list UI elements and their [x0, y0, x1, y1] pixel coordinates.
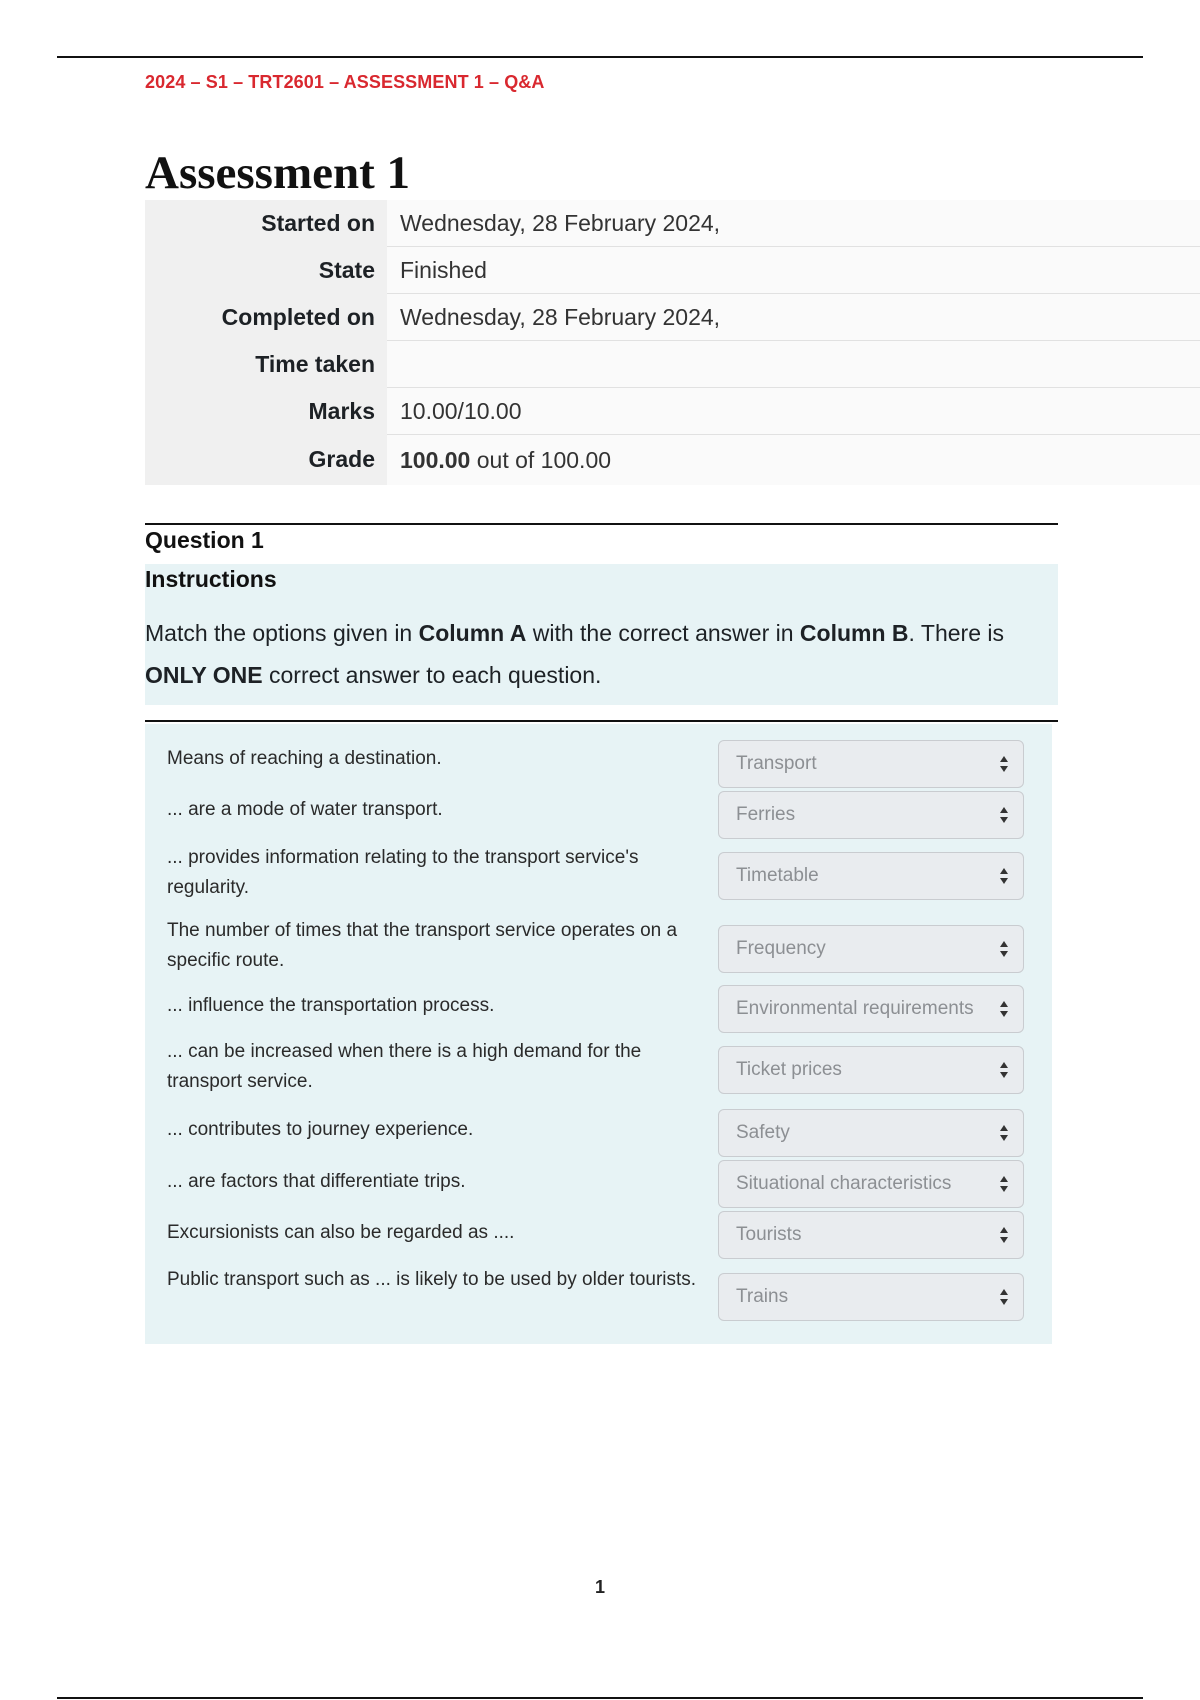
summary-label: Started on — [145, 200, 387, 247]
sort-arrows-icon — [999, 1226, 1009, 1244]
attempt-summary-table — [145, 200, 1200, 485]
match-prompt: ... provides information relating to the transport service's regularity. — [167, 847, 639, 898]
instr-bold: ONLY ONE — [145, 662, 263, 688]
question-top-rule — [145, 523, 1058, 525]
answer-selected: Situational characteristics — [736, 1173, 952, 1194]
match-prompt: Means of reaching a destination. — [167, 748, 442, 769]
grade-out-of: out of 100.00 — [470, 446, 612, 473]
sort-arrows-icon — [999, 755, 1009, 773]
answer-select[interactable] — [718, 985, 1024, 1033]
match-prompt: ... contributes to journey experience. — [167, 1119, 474, 1140]
sort-arrows-icon — [999, 1288, 1009, 1306]
answer-select[interactable] — [718, 791, 1024, 839]
sort-arrows-icon — [999, 867, 1009, 885]
instructions-heading: Instructions — [145, 566, 277, 592]
answer-selected: Environmental requirements — [736, 998, 974, 1019]
instr-text: correct answer to each question. — [262, 662, 602, 688]
matching-panel — [145, 724, 1052, 1344]
sort-arrows-icon — [999, 1175, 1009, 1193]
answer-select[interactable] — [718, 852, 1024, 900]
summary-row-completed — [145, 294, 1200, 341]
sort-arrows-icon — [999, 806, 1009, 824]
match-prompt: Public transport such as ... is likely to be used by older tourists. — [167, 1269, 697, 1290]
answer-select[interactable] — [718, 1160, 1024, 1208]
summary-row-grade — [145, 435, 1200, 486]
instructions-panel — [145, 564, 1058, 705]
sort-arrows-icon — [999, 1061, 1009, 1079]
answer-select[interactable] — [718, 925, 1024, 973]
answer-selected: Trains — [736, 1286, 789, 1307]
instr-text: Match the options given in — [145, 620, 419, 646]
summary-label: Time taken — [145, 341, 387, 388]
question-mid-rule — [145, 720, 1058, 722]
question-number: Question 1 — [145, 527, 264, 553]
answer-select[interactable] — [718, 1109, 1024, 1157]
match-prompt: ... influence the transportation process. — [167, 995, 495, 1016]
summary-value: Wednesday, 28 February 2024, — [387, 200, 1200, 247]
match-prompt: Excursionists can also be regarded as .... — [167, 1222, 515, 1243]
answer-selected: Frequency — [736, 938, 826, 959]
answer-selected: Ticket prices — [736, 1059, 842, 1080]
summary-label: Marks — [145, 388, 387, 435]
instr-text: with the correct answer in — [526, 620, 800, 646]
sort-arrows-icon — [999, 1000, 1009, 1018]
document-header: 2024 – S1 – TRT2601 – ASSESSMENT 1 – Q&A — [145, 72, 545, 92]
summary-row-started — [145, 200, 1200, 247]
instr-text: . There is — [908, 620, 1004, 646]
answer-selected: Safety — [736, 1122, 790, 1143]
summary-value — [387, 435, 1200, 486]
instr-bold: Column A — [418, 620, 527, 646]
summary-value: Wednesday, 28 February 2024, — [387, 294, 1200, 341]
summary-value: 10.00/10.00 — [387, 388, 1200, 435]
match-prompt: ... are factors that differentiate trips. — [167, 1171, 466, 1192]
answer-selected: Transport — [736, 753, 817, 774]
sort-arrows-icon — [999, 1124, 1009, 1142]
instructions-text — [145, 612, 1045, 696]
page-number: 1 — [594, 1577, 605, 1597]
page-title: Assessment 1 — [145, 147, 411, 199]
match-prompt: The number of times that the transport service operates on a specific route. — [167, 920, 678, 971]
match-prompt: ... can be increased when there is a high demand for the transport service. — [167, 1041, 642, 1092]
answer-selected: Tourists — [736, 1224, 802, 1245]
answer-select[interactable] — [718, 1211, 1024, 1259]
match-prompt: ... are a mode of water transport. — [167, 799, 443, 820]
answer-selected: Timetable — [736, 865, 819, 886]
summary-row-time-taken — [145, 341, 1200, 388]
answer-select[interactable] — [718, 1273, 1024, 1321]
top-rule — [57, 56, 1143, 58]
answer-select[interactable] — [718, 1046, 1024, 1094]
answer-selected: Ferries — [736, 804, 796, 825]
answer-select[interactable] — [718, 740, 1024, 788]
summary-label: Completed on — [145, 294, 387, 341]
summary-row-state — [145, 247, 1200, 294]
summary-label: State — [145, 247, 387, 294]
summary-value — [387, 341, 1200, 388]
summary-label: Grade — [145, 435, 387, 486]
summary-value: Finished — [387, 247, 1200, 294]
sort-arrows-icon — [999, 940, 1009, 958]
grade-score: 100.00 — [400, 446, 471, 473]
summary-row-marks — [145, 388, 1200, 435]
instr-bold: Column B — [799, 620, 909, 646]
bottom-rule — [57, 1697, 1143, 1699]
